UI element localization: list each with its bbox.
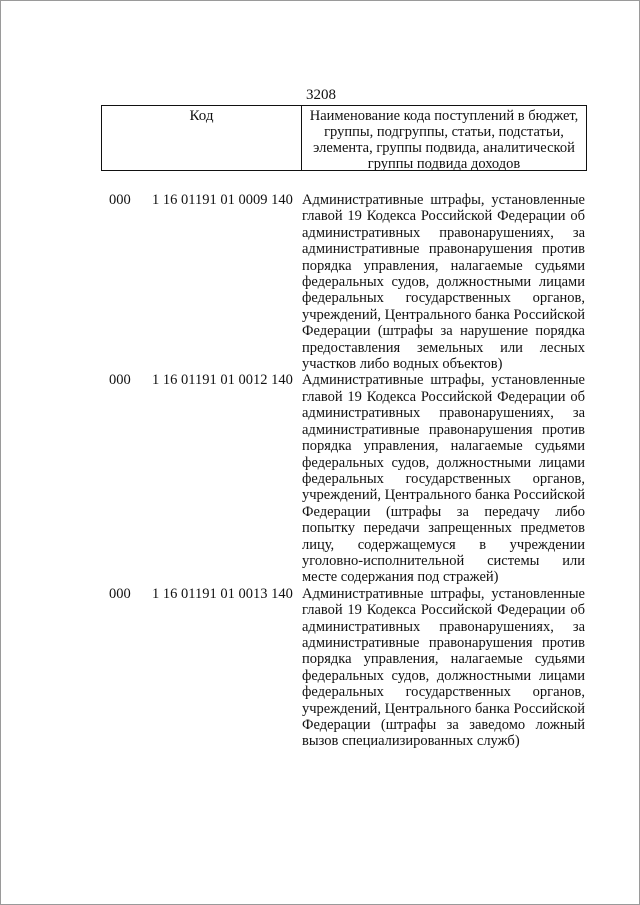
revenue-code: 1 16 01191 01 0013 140 (152, 585, 293, 602)
table-row (1, 192, 640, 372)
admin-code: 000 (109, 585, 131, 602)
page-number: 3208 (306, 87, 336, 103)
revenue-description: Административные штрафы, установленные главой 19 Кодекса Российской Федерации об административных правонарушениях, за административные правонарушения против порядка управления, налагаемые судьями федеральных судов, должностными лицами федеральных государственных органов, учреждений, Центрального банка Российской Федерации (штрафы за передачу либо попытку передачи запрещенных предметов лицу, содержащемуся в учреждении уголовно-исполнительной системы или месте содержания под стражей) (302, 372, 585, 586)
revenue-code: 1 16 01191 01 0009 140 (152, 192, 293, 208)
revenue-description: Административные штрафы, установленные главой 19 Кодекса Российской Федерации об административных правонарушениях, за административные правонарушения против порядка управления, налагаемые судьями федеральных судов, должностными лицами федеральных государственных органов, учреждений, Центрального банка Российской Федерации (штрафы за заведомо ложный вызов специализированных служб) (302, 585, 585, 750)
header-code-label: Код (102, 106, 302, 170)
header-name-label: Наименование кода поступлений в бюджет, группы, подгруппы, статьи, подстатьи, элемента, группы подвида, аналитической группы подвида доходов (309, 108, 579, 172)
admin-code: 000 (109, 372, 131, 389)
revenue-description: Административные штрафы, установленные главой 19 Кодекса Российской Федерации об административных правонарушениях, за административные правонарушения против порядка управления, налагаемые судьями федеральных судов, должностными лицами федеральных государственных органов, учреждений, Центрального банка Российской Федерации (штрафы за нарушение порядка предоставления земельных или лесных участков либо водных объектов) (302, 192, 585, 373)
admin-code: 000 (109, 192, 131, 208)
revenue-code: 1 16 01191 01 0012 140 (152, 372, 293, 389)
table-header (101, 105, 587, 171)
table-row (1, 586, 640, 750)
entries-list (1, 192, 640, 750)
table-row (1, 372, 640, 585)
